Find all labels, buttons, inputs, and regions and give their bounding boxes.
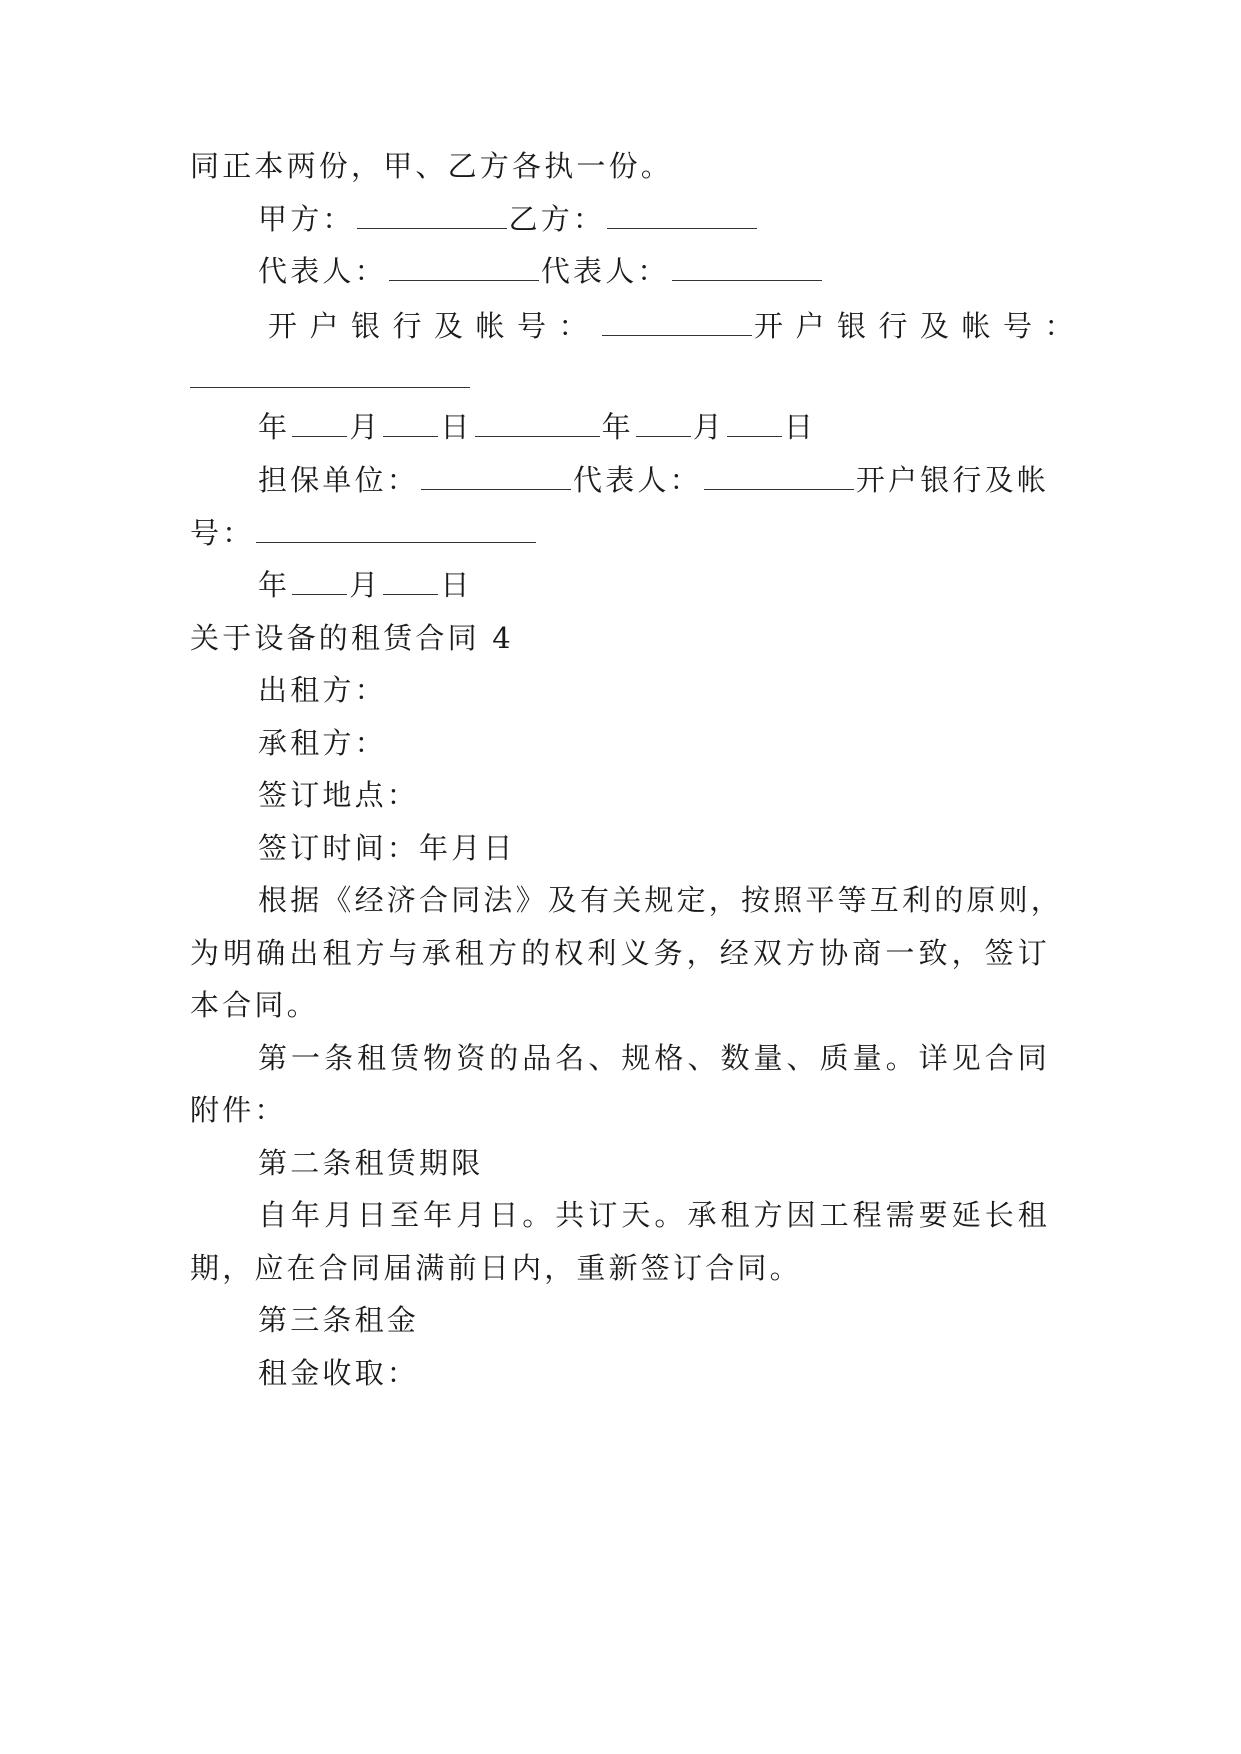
contract-title: 关于设备的租赁合同 4 bbox=[190, 621, 514, 655]
article-3-line: 租金收取： bbox=[258, 1356, 420, 1390]
article-1-line: 附件： bbox=[190, 1093, 287, 1127]
text-line: 同正本两份，甲、乙方各执一份。 bbox=[190, 149, 674, 183]
article-3-heading: 第三条租金 bbox=[258, 1303, 420, 1337]
bank-a-blank bbox=[602, 309, 752, 336]
guarantor-line: 担保单位： 代表人： 开户银行及帐 bbox=[258, 463, 1050, 497]
lessor-line: 出租方： bbox=[258, 673, 387, 707]
rep-a-blank bbox=[389, 254, 539, 281]
lessee-line: 承租方： bbox=[258, 726, 387, 760]
signing-place-line: 签订地点： bbox=[258, 778, 420, 812]
representative-line: 代表人： 代表人： bbox=[258, 251, 824, 291]
paragraph-line: 根据《经济合同法》及有关规定，按照平等互利的原则， bbox=[258, 883, 1064, 917]
date-line: 年 月 日 年 月 日 bbox=[258, 410, 817, 444]
bank-account-line: 开户银行及帐号： 开户银行及帐号： bbox=[268, 309, 1087, 343]
paragraph-line: 本合同。 bbox=[190, 988, 319, 1022]
signature-party-line bbox=[258, 199, 759, 239]
article-2-line: 期，应在合同届满前日内，重新签订合同。 bbox=[190, 1251, 802, 1285]
article-2-line: 自年月日至年月日。共订天。承租方因工程需要延长租 bbox=[258, 1198, 1050, 1232]
rep-b-blank bbox=[672, 254, 822, 281]
party-a-label: 甲方： bbox=[258, 202, 355, 236]
guarantor-account-line: 号： bbox=[190, 513, 538, 553]
bank-account-blank-line bbox=[190, 358, 472, 398]
party-b-blank bbox=[607, 202, 757, 229]
date-line: 年 月 日 bbox=[258, 568, 473, 602]
party-b-label: 乙方： bbox=[508, 202, 606, 236]
article-1-line: 第一条租赁物资的品名、规格、数量、质量。详见合同 bbox=[258, 1041, 1050, 1075]
party-a-blank bbox=[357, 202, 507, 229]
signing-time-line: 签订时间：年月日 bbox=[258, 831, 516, 865]
article-2-heading: 第二条租赁期限 bbox=[258, 1146, 484, 1180]
bank-b-blank bbox=[190, 361, 470, 388]
paragraph-line: 为明确出租方与承租方的权利义务，经双方协商一致，签订 bbox=[190, 936, 1050, 970]
